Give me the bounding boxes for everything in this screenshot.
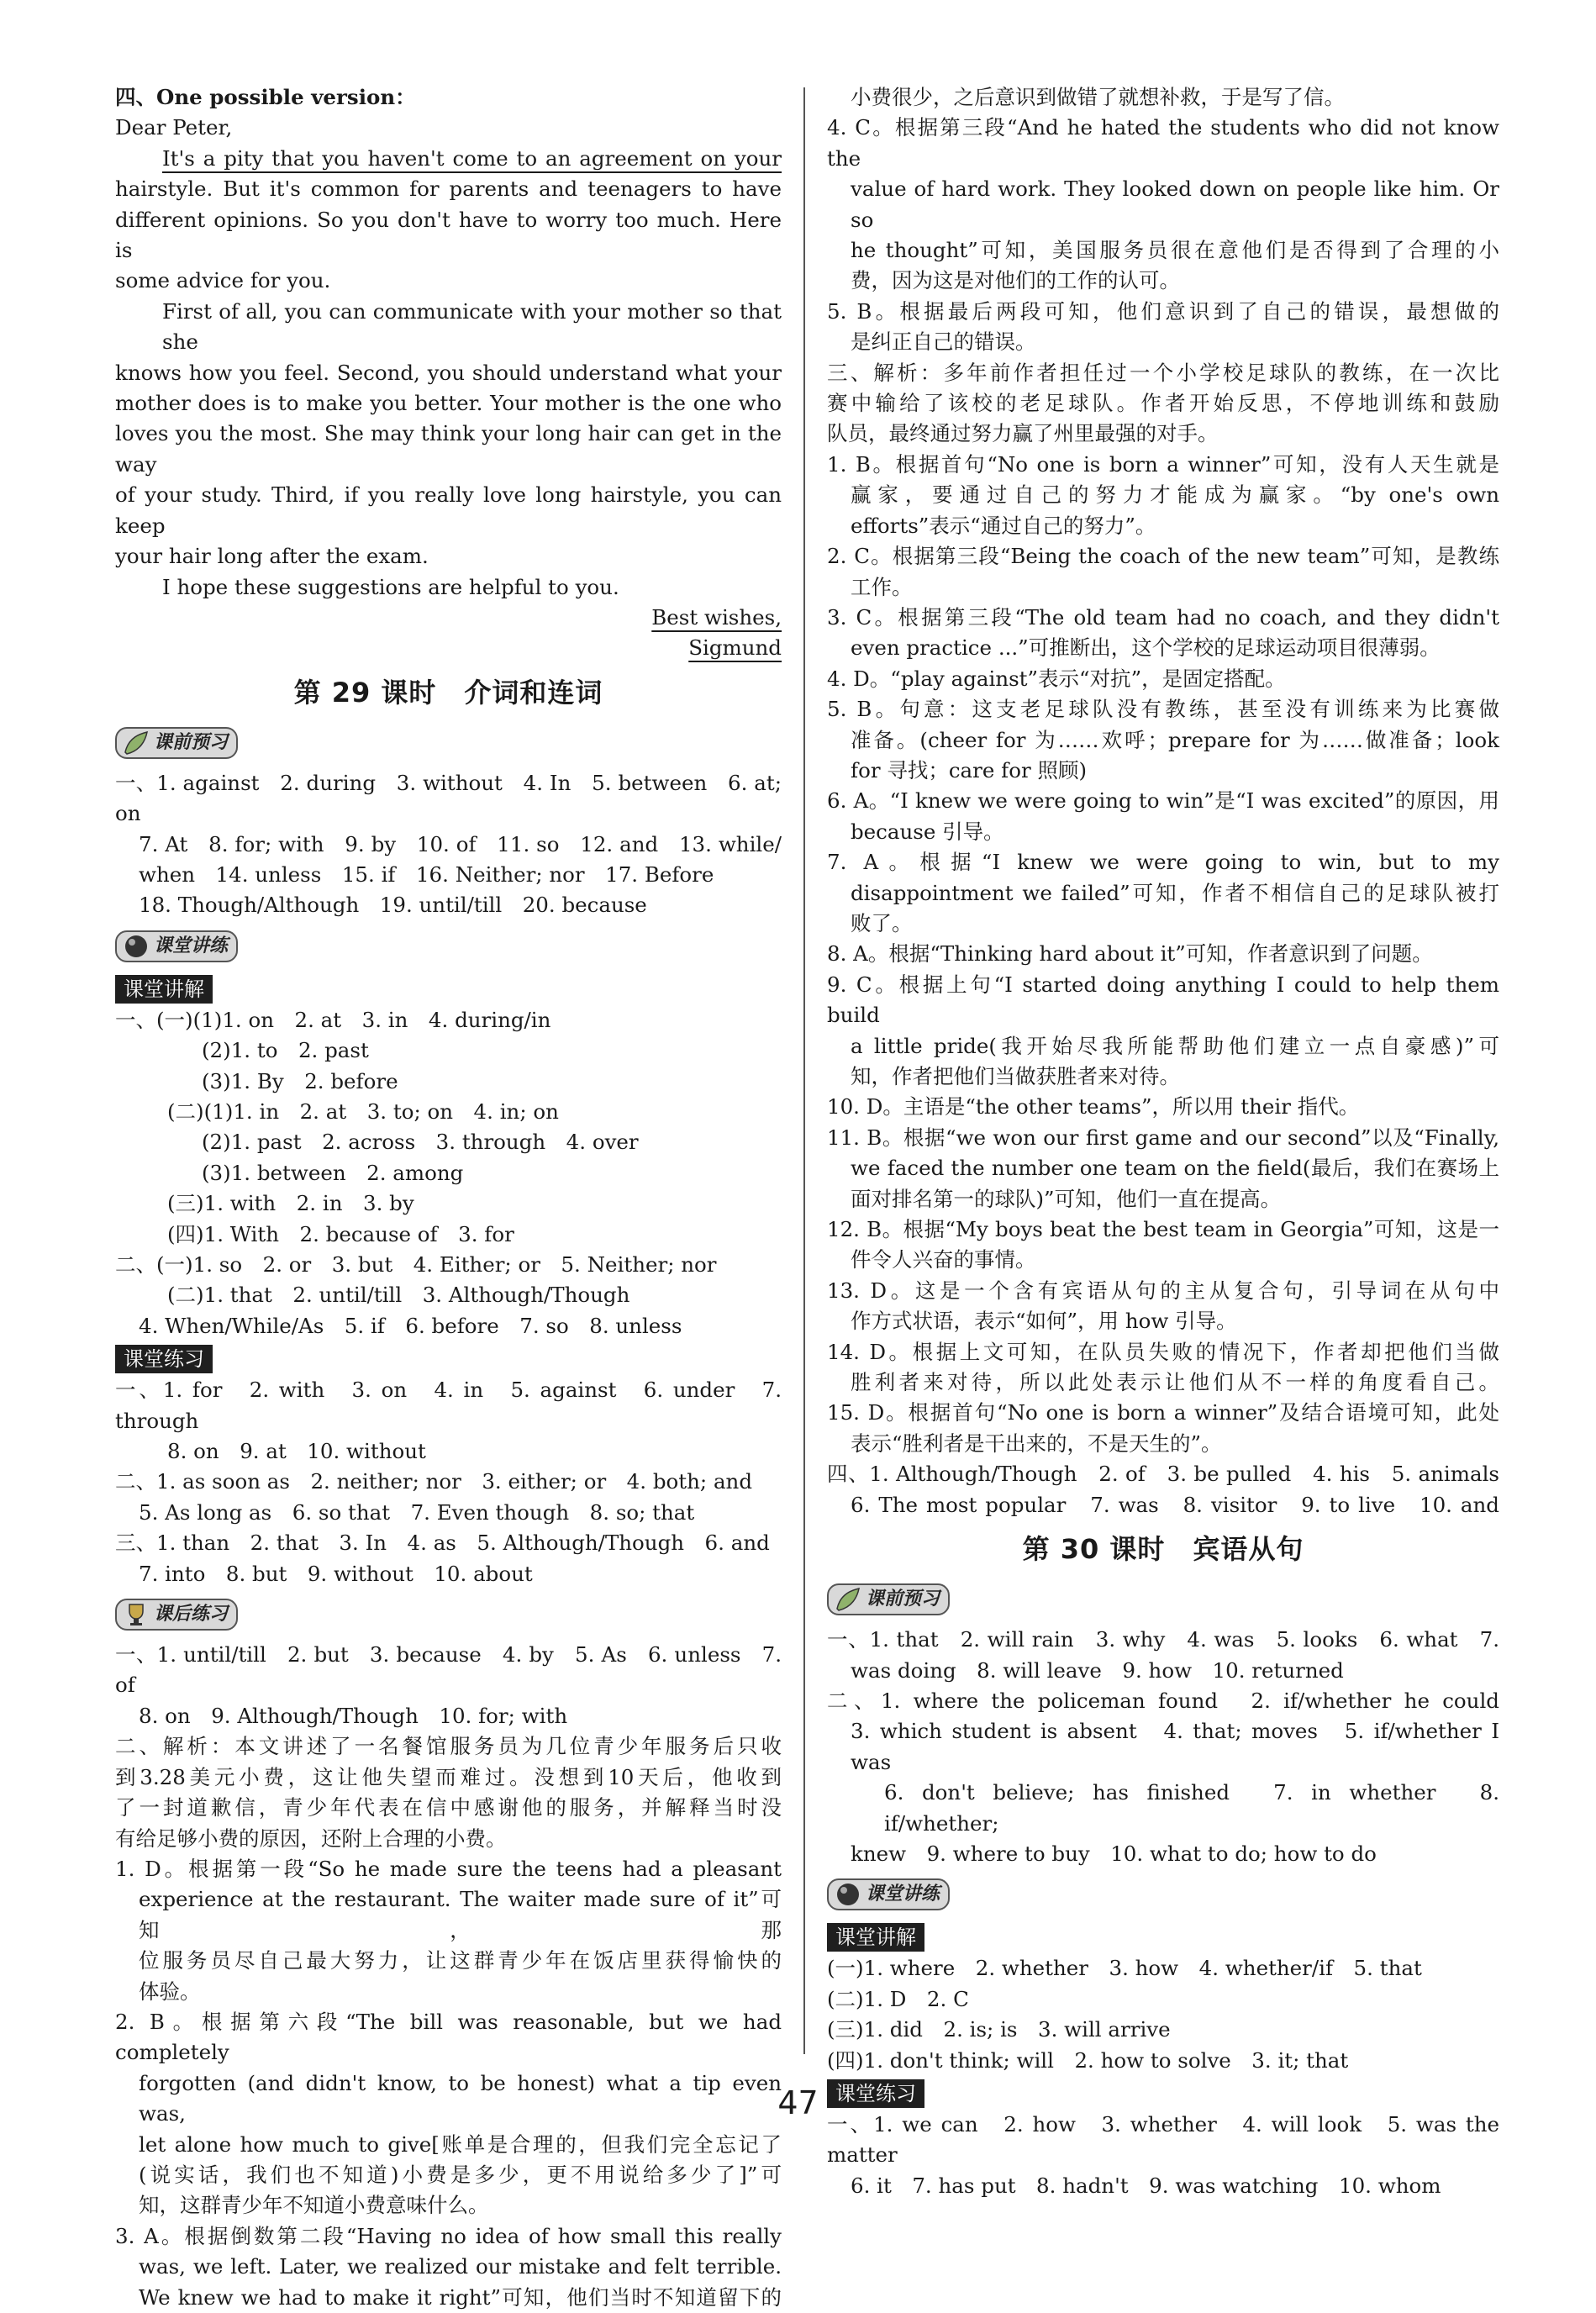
answer-line: knew 9. where to buy 10. what to do; how to do	[851, 1841, 1377, 1866]
answer-line: 5. B。句意：这支老足球队没有教练，甚至没有训练来为比赛做	[827, 697, 1499, 722]
answer-line: experience at the restaurant. The waiter made sure of it”可知，那	[139, 1887, 782, 1942]
answer-line: 一、1. until/till 2. but 3. because 4. by 5. As 6. unless 7. of	[115, 1642, 782, 1698]
answer-line: 一、(一)(1)1. on 2. at 3. in 4. during/in	[115, 1007, 551, 1032]
answer-line: 二、1. as soon as 2. neither; nor 3. either; or 4. both; and	[115, 1469, 753, 1494]
lecture-box-label: 课堂讲解	[827, 1923, 924, 1952]
banner-label: 课前预习	[866, 1588, 940, 1610]
leaf-icon	[834, 1585, 862, 1614]
banner-label: 课堂讲练	[866, 1884, 940, 1905]
practice-box-label: 课堂练习	[115, 1345, 213, 1373]
answer-line: 小费很少，之后意识到做错了就想补救，于是写了信。	[851, 85, 1345, 109]
answer-line: value of hard work. They looked down on people like him. Or so	[851, 177, 1499, 232]
answer-line: 面对排名第一的球队)”可知，他们一直在提高。	[851, 1186, 1282, 1211]
answer-line: 知，作者把他们当做获胜者来对待。	[851, 1064, 1180, 1088]
answer-line: We knew we had to make it right”可知，他们当时不知道留下的	[139, 2284, 782, 2310]
answer-line: 一、1. we can 2. how 3. whether 4. will look 5. was the matter	[827, 2111, 1499, 2168]
answer-line: 5. B。根据最后两段可知，他们意识到了自己的错误，最想做的	[827, 298, 1499, 324]
answer-line: (三)1. with 2. in 3. by	[167, 1191, 414, 1216]
answer-line: let alone how much to give[账单是合理的，但我们完全忘记了	[139, 2131, 782, 2157]
ball-icon	[834, 1880, 862, 1909]
answer-line: 败了。	[851, 910, 913, 935]
lesson-30-title: 第 30 课时 宾语从句	[1022, 1533, 1304, 1566]
lesson-29-title: 第 29 课时 介词和连词	[293, 676, 603, 709]
answer-line: 3. C。根据第三段“The old team had no coach, and they didn't	[827, 604, 1499, 630]
after-class-banner	[115, 1593, 782, 1636]
banner-label: 课堂讲练	[154, 935, 229, 956]
answer-line: 四、1. Although/Though 2. of 3. be pulled 4. his 5. animals	[827, 1462, 1499, 1487]
answer-line: was, we left. Later, we realized our mistake and felt terrible.	[139, 2254, 782, 2279]
right-column	[827, 82, 1499, 2201]
answer-line: 5. As long as 6. so that 7. Even though 8. so; that	[139, 1499, 695, 1525]
preview-banner	[115, 721, 782, 765]
answer-line: a little pride(我开始尽我所能帮助他们建立一点自豪感)”可	[851, 1033, 1499, 1058]
answer-line: 工作。	[851, 574, 913, 599]
answer-line: 7. into 8. but 9. without 10. about	[139, 1561, 533, 1586]
answer-line: 作方式状语，表示“如何”，用 how 引导。	[851, 1309, 1237, 1334]
letter-line: your hair long after the exam.	[115, 544, 429, 569]
answer-line: 费，因为这是对他们的工作的认可。	[851, 268, 1180, 293]
answer-line: disappointment we failed”可知，作者不相信自己的足球队被打	[851, 880, 1499, 905]
answer-line: 件令人兴奋的事情。	[851, 1247, 1036, 1272]
answer-line: 二、1. where the policeman found 2. if/whether he could	[827, 1688, 1499, 1713]
answer-line: 胜利者来对待，所以此处表示让他们从不一样的角度看自己。	[851, 1370, 1499, 1395]
left-column	[115, 82, 782, 2313]
answer-line: 准备。(cheer for 为……欢呼；prepare for 为……做准备；look	[851, 727, 1499, 752]
letter-signature: Sigmund	[688, 635, 782, 661]
answer-line: (2)1. past 2. across 3. through 4. over	[202, 1130, 639, 1155]
answer-line: (二)1. that 2. until/till 3. Although/Though	[167, 1283, 630, 1308]
answer-line: forgotten (and didn't know, to be honest) what a tip even was,	[139, 2070, 782, 2126]
answer-line: 1. B。根据首句“No one is born a winner”可知，没有人天生就是	[827, 451, 1499, 477]
answer-line: 体验。	[139, 1978, 201, 2004]
answer-line: 三、1. than 2. that 3. In 4. as 5. Although/Though 6. and	[115, 1531, 770, 1556]
answer-line: 了一封道歉信，青少年代表在信中感谢他的服务，并解释当时没	[115, 1795, 782, 1820]
answer-line: 14. D。根据上文可知，在队员失败的情况下，作者却把他们当做	[827, 1339, 1499, 1364]
practice-box-label: 课堂练习	[827, 2079, 924, 2108]
answer-line: was doing 8. will leave 9. how 10. returned	[851, 1657, 1344, 1683]
answer-line: 6. don't believe; has finished 7. in whether 8. if/whether;	[884, 1780, 1499, 1836]
answer-line: 知，这群青少年不知道小费意味什么。	[139, 2193, 489, 2218]
column-divider	[803, 87, 805, 2054]
answer-line: 赛中输给了该校的老足球队。作者开始反思，不停地训练和鼓励	[827, 391, 1499, 416]
answer-line: (二)(1)1. in 2. at 3. to; on 4. in; on	[167, 1099, 559, 1124]
letter-line: I hope these suggestions are helpful to you.	[162, 574, 619, 599]
answer-line: for 寻找；care for 照顾)	[851, 757, 1088, 782]
banner-label: 课前预习	[154, 731, 229, 753]
answer-line: 3. A。根据倒数第二段“Having no idea of how small this really	[115, 2223, 782, 2248]
answer-line: 7. At 8. for; with 9. by 10. of 11. so 12. and 13. while/	[139, 831, 782, 856]
preview-banner	[827, 1578, 1499, 1621]
answer-line: because 引导。	[851, 819, 1004, 844]
letter-line: different opinions. So you don't have to worry too much. Here is	[115, 207, 782, 263]
lecture-box-label: 课堂讲解	[115, 975, 213, 1004]
answer-line: (3)1. between 2. among	[202, 1160, 464, 1185]
answer-line: 8. on 9. Although/Though 10. for; with	[139, 1703, 568, 1728]
answer-line: 有给足够小费的原因，还附上合理的小费。	[115, 1826, 507, 1851]
answer-line: 是纠正自己的错误。	[851, 329, 1036, 355]
answer-line: 4. D。“play against”表示“对抗”，是固定搭配。	[827, 666, 1286, 691]
answer-line: 三、解析：多年前作者担任过一个小学校足球队的教练，在一次比	[827, 360, 1499, 385]
answer-line: when 14. unless 15. if 16. Neither; nor 17. Before	[139, 861, 714, 887]
answer-line: 13. D。这是一个含有宾语从句的主从复合句，引导词在从句中	[827, 1278, 1499, 1303]
letter-line: hairstyle. But it's common for parents and teenagers to have	[115, 177, 782, 202]
answer-line: 10. D。主语是“the other teams”，所以用 their 指代。	[827, 1094, 1360, 1120]
letter-line: loves you the most. She may think your long hair can get in the way	[115, 421, 782, 477]
answer-line: 9. C。根据上句“I started doing anything I could to help them build	[827, 972, 1499, 1028]
answer-line: (2)1. to 2. past	[202, 1038, 369, 1063]
answer-line: 一、1. against 2. during 3. without 4. In 5. between 6. at; on	[115, 770, 782, 826]
class-banner	[115, 925, 782, 968]
answer-line: efforts”表示“通过自己的努力”。	[851, 513, 1156, 538]
ball-icon	[122, 932, 150, 961]
letter-line: some advice for you.	[115, 268, 331, 293]
answer-line: 队员，最终通过努力赢了州里最强的对手。	[827, 421, 1219, 446]
letter-line: It's a pity that you haven't come to an agreement on your	[162, 145, 782, 171]
answer-line: (说实话，我们也不知道)小费是多少，更不用说给多少了]”可	[139, 2162, 782, 2187]
answer-line: 7. A。根据“I knew we were going to win, but to my	[827, 850, 1499, 875]
answer-line: 表示“胜利者是干出来的，不是天生的”。	[851, 1430, 1222, 1456]
answer-line: 二、解析：本文讲述了一名餐馆服务员为几位青少年服务后只收	[115, 1734, 782, 1759]
letter-line: mother does is to make you better. Your mother is the one who	[115, 391, 782, 416]
letter-line: of your study. Third, if you really love long hairstyle, you can keep	[115, 482, 782, 538]
answer-line: 2. C。根据第三段“Being the coach of the new team”可知，是教练	[827, 544, 1499, 569]
answer-line: he thought”可知，美国服务员很在意他们是否得到了合理的小	[851, 238, 1499, 263]
answer-line: (3)1. By 2. before	[202, 1068, 398, 1093]
letter-line: knows how you feel. Second, you should understand what your	[115, 360, 782, 385]
answer-line: 3. which student is absent 4. that; moves 5. if/whether I was	[851, 1719, 1499, 1774]
answer-line: 11. B。根据“we won our first game and our second”以及“Finally,	[827, 1125, 1499, 1150]
answer-line: (四)1. With 2. because of 3. for	[167, 1221, 514, 1246]
answer-line: 6. The most popular 7. was 8. visitor 9. to live 10. and	[851, 1492, 1499, 1517]
answer-line: 4. When/While/As 5. if 6. before 7. so 8. unless	[139, 1313, 682, 1338]
answer-line: (一)1. where 2. whether 3. how 4. whether/if 5. that	[827, 1956, 1422, 1981]
letter-closing: Best wishes,	[651, 604, 782, 630]
answer-line: 15. D。根据首句“No one is born a winner”及结合语境可知，此处	[827, 1400, 1499, 1425]
answer-line: (四)1. don't think; will 2. how to solve 3. it; that	[827, 2047, 1349, 2073]
trophy-icon	[122, 1600, 150, 1629]
answer-line: 赢家，要通过自己的努力才能成为赢家。“by one's own	[851, 482, 1499, 508]
answer-line: 6. it 7. has put 8. hadn't 9. was watching 10. whom	[851, 2173, 1441, 2198]
banner-label: 课后练习	[154, 1603, 229, 1625]
answer-line: 位服务员尽自己最大努力，让这群青少年在饭店里获得愉快的	[139, 1948, 782, 1973]
answer-line: 2. B。根据第六段“The bill was reasonable, but we had completely	[115, 2009, 782, 2065]
answer-line: (二)1. D 2. C	[827, 1986, 969, 2011]
answer-line: even practice ...”可推断出，这个学校的足球运动项目很薄弱。	[851, 635, 1441, 661]
answer-line: (三)1. did 2. is; is 3. will arrive	[827, 2017, 1171, 2042]
letter-heading: 四、One possible version：	[115, 85, 416, 109]
answer-line: 4. C。根据第三段“And he hated the students who did not know the	[827, 115, 1499, 171]
letter-greeting: Dear Peter,	[115, 115, 233, 140]
answer-line: 一、1. that 2. will rain 3. why 4. was 5. looks 6. what 7.	[827, 1627, 1499, 1652]
class-banner	[827, 1873, 1499, 1916]
answer-line: 1. D。根据第一段“So he made sure the teens had a pleasant	[115, 1856, 782, 1881]
answer-line: 12. B。根据“My boys beat the best team in Georgia”可知，这是一	[827, 1217, 1499, 1242]
answer-line: 8. on 9. at 10. without	[167, 1439, 426, 1464]
answer-line: 到3.28美元小费，这让他失望而难过。没想到10天后，他收到	[115, 1764, 782, 1789]
page-number: 47	[777, 2084, 819, 2121]
answer-line: we faced the number one team on the field(最后，我们在赛场上	[851, 1156, 1499, 1181]
letter-line: First of all, you can communicate with your mother so that she	[162, 298, 782, 355]
answer-line: 二、(一)1. so 2. or 3. but 4. Either; or 5. Neither; nor	[115, 1252, 717, 1277]
answer-line: 6. A。“I knew we were going to win”是“I was excited”的原因，用	[827, 788, 1499, 814]
answer-line: 一、1. for 2. with 3. on 4. in 5. against 6. under 7. through	[115, 1378, 782, 1433]
answer-line: 8. A。根据“Thinking hard about it”可知，作者意识到了问题。	[827, 941, 1433, 967]
answer-line: 18. Though/Although 19. until/till 20. because	[139, 893, 647, 918]
leaf-icon	[122, 729, 150, 757]
